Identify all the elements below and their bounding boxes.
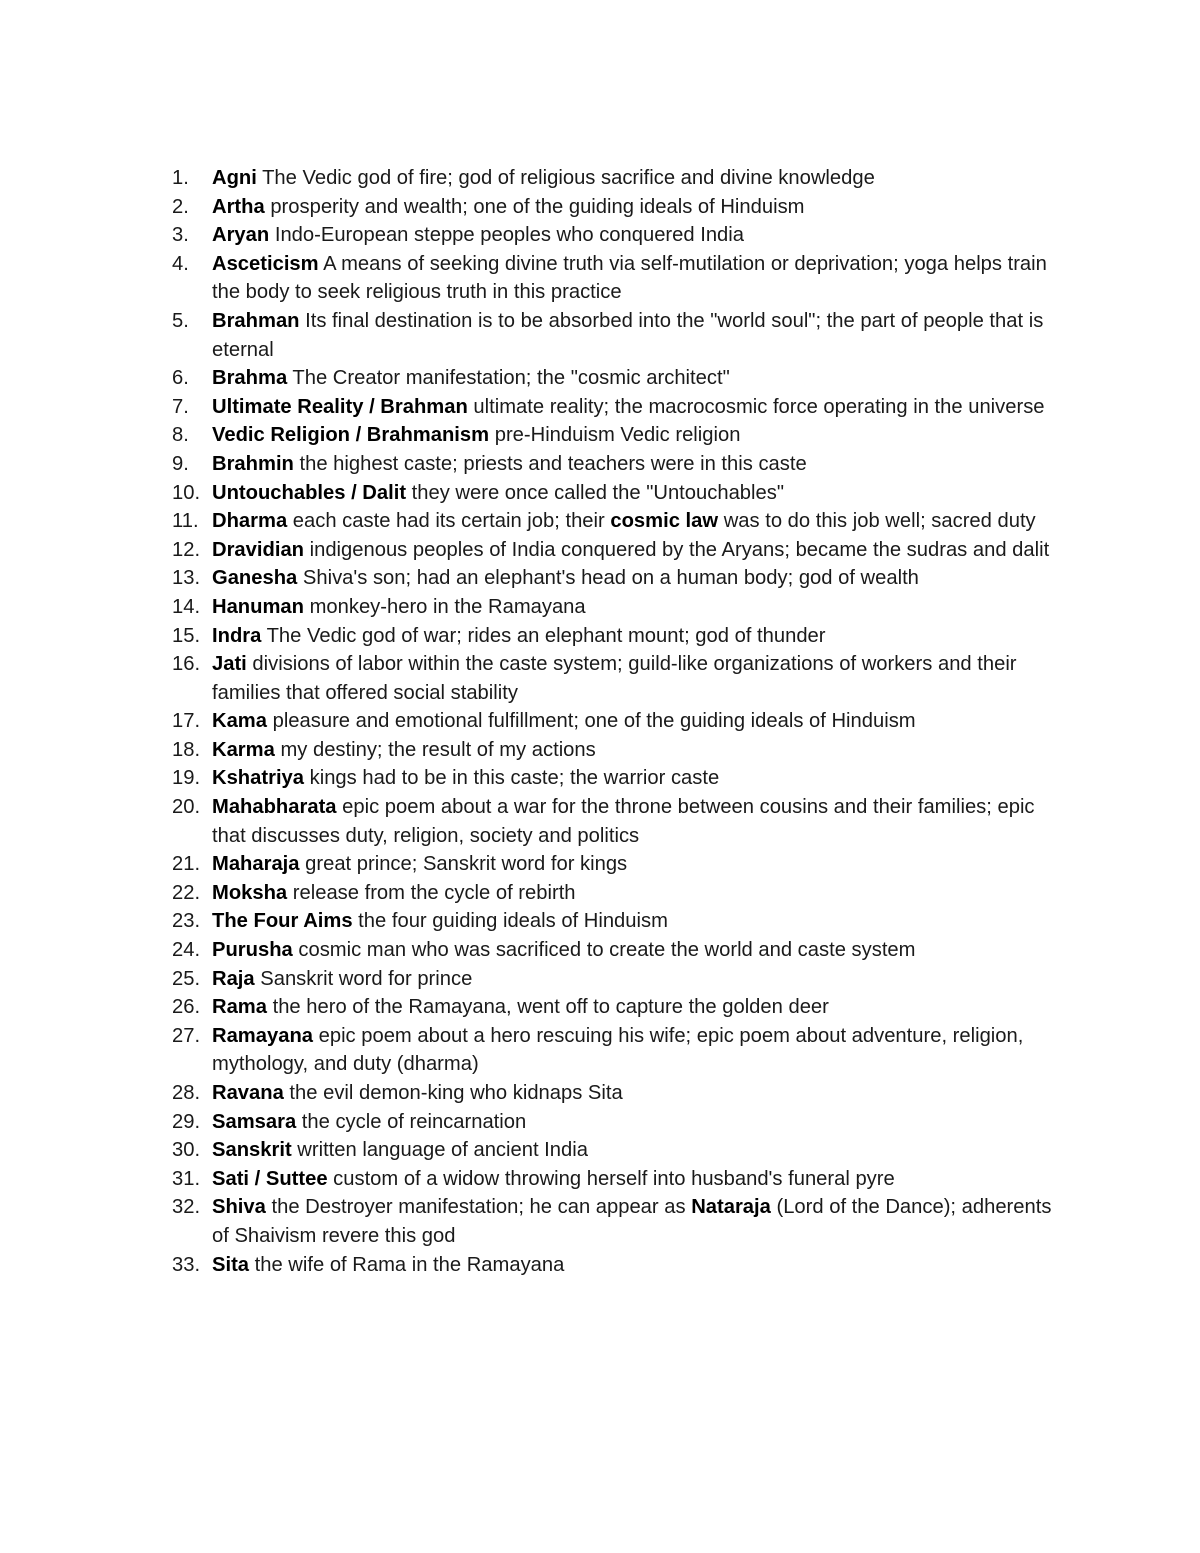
entry-number: 4. xyxy=(172,252,189,275)
entry-term: Rama xyxy=(212,996,267,1019)
glossary-entry xyxy=(172,364,1072,393)
entry-definition: ultimate reality; the macrocosmic force operating in the universe xyxy=(467,395,1045,418)
entry-term: Mahabharata xyxy=(212,796,337,819)
entry-number: 11. xyxy=(172,510,199,533)
glossary-entry xyxy=(172,536,1072,565)
entry-number: 1. xyxy=(172,167,189,189)
glossary-entry xyxy=(172,850,1072,879)
glossary-entry xyxy=(172,736,1072,765)
entry-body xyxy=(212,1108,1072,1137)
entry-term: Ravana xyxy=(212,1082,284,1104)
entry-definition: Its final destination is to be absorbed into the "world soul"; the part of people that is eternal xyxy=(212,309,1044,361)
entry-definition: (Lord of the Dance); adherents of Shaivism revere this god xyxy=(212,1196,1052,1247)
entry-definition: pleasure and emotional fulfillment; one of the guiding ideals of Hinduism xyxy=(266,710,916,733)
glossary-entry xyxy=(172,507,1072,536)
entry-number: 29. xyxy=(172,1110,201,1133)
entry-number: 12. xyxy=(172,538,201,561)
entry-term: Shiva xyxy=(212,1196,266,1219)
entry-number: 23. xyxy=(172,910,201,933)
entry-number: 25. xyxy=(172,967,201,990)
glossary-entry xyxy=(172,965,1072,994)
entry-term: Purusha xyxy=(212,939,293,962)
entry-body xyxy=(212,364,1072,393)
glossary-list xyxy=(172,164,1072,1279)
entry-number: 33. xyxy=(172,1253,201,1276)
entry-definition: Sanskrit word for prince xyxy=(254,967,473,990)
entry-term: Brahman xyxy=(212,309,300,332)
entry-definition: was to do this job well; sacred duty xyxy=(718,510,1036,533)
entry-term: Untouchables / Dalit xyxy=(212,481,407,504)
entry-number: 27. xyxy=(172,1024,201,1047)
entry-body xyxy=(212,421,1072,450)
entry-term: Sanskrit xyxy=(212,1139,292,1162)
glossary-entry xyxy=(172,421,1072,450)
glossary-entry xyxy=(172,1165,1072,1194)
entry-number: 8. xyxy=(172,424,189,447)
entry-body xyxy=(212,622,1072,651)
entry-definition: the hero of the Ramayana, went off to capture the golden deer xyxy=(266,996,829,1019)
glossary-entry xyxy=(172,564,1072,593)
entry-number: 17. xyxy=(172,710,201,733)
glossary-entry xyxy=(172,707,1072,736)
entry-body xyxy=(212,450,1072,479)
entry-body xyxy=(212,536,1072,565)
entry-body xyxy=(212,479,1072,508)
entry-body xyxy=(212,764,1072,793)
glossary-entry xyxy=(172,307,1072,364)
glossary-entry xyxy=(172,479,1072,508)
entry-definition: release from the cycle of rebirth xyxy=(287,881,576,904)
entry-definition: the four guiding ideals of Hinduism xyxy=(352,910,668,933)
entry-term: Agni xyxy=(212,167,257,189)
entry-body xyxy=(212,1193,1072,1250)
entry-number: 30. xyxy=(172,1139,201,1162)
entry-definition: A means of seeking divine truth via self-mutilation or deprivation; yoga helps train the body to seek religious truth in this practice xyxy=(212,252,1047,304)
entry-body xyxy=(212,850,1072,879)
glossary-entry xyxy=(172,1108,1072,1137)
entry-number: 28. xyxy=(172,1082,201,1104)
glossary-entry xyxy=(172,793,1072,850)
entry-definition: divisions of labor within the caste system; guild-like organizations of workers and their families that offered social stability xyxy=(212,653,1017,704)
entry-number: 7. xyxy=(172,395,189,418)
glossary-entry xyxy=(172,1022,1072,1079)
entry-definition: cosmic man who was sacrificed to create the world and caste system xyxy=(292,939,916,962)
entry-number: 20. xyxy=(172,796,201,819)
entry-term: Dharma xyxy=(212,510,288,533)
entry-body xyxy=(212,1079,1072,1108)
entry-body xyxy=(212,1251,1072,1280)
entry-definition: they were once called the "Untouchables" xyxy=(406,481,784,504)
entry-definition: Indo-European steppe peoples who conquered India xyxy=(269,224,744,247)
glossary-entry xyxy=(172,593,1072,622)
entry-term: Indra xyxy=(212,624,262,647)
entry-term: The Four Aims xyxy=(212,910,353,933)
entry-definition: prosperity and wealth; one of the guiding ideals of Hinduism xyxy=(264,195,805,218)
glossary-entry xyxy=(172,764,1072,793)
entry-definition: indigenous peoples of India conquered by the Aryans; became the sudras and dalit xyxy=(304,538,1050,561)
entry-definition: pre-Hinduism Vedic religion xyxy=(489,424,741,447)
glossary-entry xyxy=(172,193,1072,222)
entry-body xyxy=(212,793,1072,850)
entry-definition: each caste had its certain job; their xyxy=(287,510,611,533)
entry-definition: the Destroyer manifestation; he can appear as xyxy=(265,1196,692,1219)
entry-body xyxy=(212,993,1072,1022)
entry-term: Maharaja xyxy=(212,853,300,876)
entry-emphasis: Nataraja xyxy=(691,1196,771,1219)
entry-number: 19. xyxy=(172,767,201,790)
entry-number: 13. xyxy=(172,567,201,590)
entry-number: 15. xyxy=(172,624,201,647)
entry-term: Brahmin xyxy=(212,452,294,475)
entry-term: Sita xyxy=(212,1253,250,1276)
entry-term: Ganesha xyxy=(212,567,298,590)
entry-definition: epic poem about a war for the throne between cousins and their families; epic that discusses duty, religion, society and politics xyxy=(212,796,1035,847)
glossary-entry xyxy=(172,221,1072,250)
entry-term: Ramayana xyxy=(212,1024,313,1047)
entry-definition: epic poem about a hero rescuing his wife; epic poem about adventure, religion, mythology, and duty (dharma) xyxy=(212,1024,1024,1076)
entry-term: Moksha xyxy=(212,881,288,904)
entry-body xyxy=(212,564,1072,593)
entry-number: 31. xyxy=(172,1167,201,1190)
glossary-entry xyxy=(172,1136,1072,1165)
entry-body xyxy=(212,507,1072,536)
glossary-entry xyxy=(172,164,1072,193)
entry-body xyxy=(212,1136,1072,1165)
entry-number: 2. xyxy=(172,195,189,218)
entry-definition: The Vedic god of war; rides an elephant mount; god of thunder xyxy=(261,624,826,647)
entry-number: 5. xyxy=(172,309,189,332)
glossary-entry xyxy=(172,907,1072,936)
entry-body xyxy=(212,936,1072,965)
entry-definition: great prince; Sanskrit word for kings xyxy=(299,853,628,876)
entry-number: 6. xyxy=(172,367,189,390)
entry-definition: monkey-hero in the Ramayana xyxy=(303,595,586,618)
entry-number: 21. xyxy=(172,853,201,876)
entry-body xyxy=(212,965,1072,994)
entry-definition: custom of a widow throwing herself into husband's funeral pyre xyxy=(327,1167,895,1190)
entry-term: Hanuman xyxy=(212,595,304,618)
entry-number: 26. xyxy=(172,996,201,1019)
entry-number: 10. xyxy=(172,481,201,504)
entry-term: Asceticism xyxy=(212,252,319,275)
entry-body xyxy=(212,393,1072,422)
entry-body xyxy=(212,593,1072,622)
glossary-entry xyxy=(172,1251,1072,1280)
entry-term: Vedic Religion / Brahmanism xyxy=(212,424,490,447)
entry-number: 32. xyxy=(172,1196,201,1219)
entry-term: Sati / Suttee xyxy=(212,1167,328,1190)
entry-term: Samsara xyxy=(212,1110,297,1133)
entry-definition: The Vedic god of fire; god of religious sacrifice and divine knowledge xyxy=(256,167,875,189)
entry-definition: the highest caste; priests and teachers were in this caste xyxy=(293,452,807,475)
entry-term: Jati xyxy=(212,653,247,676)
entry-emphasis: cosmic law xyxy=(610,510,719,533)
entry-body xyxy=(212,879,1072,908)
entry-number: 24. xyxy=(172,939,201,962)
entry-term: Raja xyxy=(212,967,255,990)
glossary-entry xyxy=(172,879,1072,908)
entry-number: 22. xyxy=(172,881,201,904)
entry-body xyxy=(212,1165,1072,1194)
entry-body xyxy=(212,736,1072,765)
entry-definition: the wife of Rama in the Ramayana xyxy=(249,1253,565,1276)
entry-number: 18. xyxy=(172,738,201,761)
glossary-entry xyxy=(172,993,1072,1022)
entry-term: Kama xyxy=(212,710,267,733)
glossary-entry xyxy=(172,1079,1072,1108)
entry-body xyxy=(212,193,1072,222)
entry-body xyxy=(212,221,1072,250)
entry-body xyxy=(212,650,1072,707)
glossary-entry xyxy=(172,393,1072,422)
entry-definition: the evil demon-king who kidnaps Sita xyxy=(283,1082,623,1104)
entry-body xyxy=(212,307,1072,364)
entry-definition: my destiny; the result of my actions xyxy=(274,738,596,761)
entry-definition: The Creator manifestation; the "cosmic architect" xyxy=(287,367,730,390)
entry-term: Karma xyxy=(212,738,275,761)
entry-definition: the cycle of reincarnation xyxy=(296,1110,527,1133)
entry-definition: written language of ancient India xyxy=(291,1139,588,1162)
entry-definition: Shiva's son; had an elephant's head on a human body; god of wealth xyxy=(297,567,919,590)
glossary-entry xyxy=(172,250,1072,307)
glossary-entry xyxy=(172,450,1072,479)
glossary-entry xyxy=(172,650,1072,707)
glossary-entry xyxy=(172,622,1072,651)
entry-term: Ultimate Reality / Brahman xyxy=(212,395,468,418)
entry-term: Aryan xyxy=(212,224,270,247)
entry-term: Kshatriya xyxy=(212,767,305,790)
glossary-entry xyxy=(172,936,1072,965)
entry-number: 14. xyxy=(172,595,201,618)
entry-body xyxy=(212,164,1072,193)
entry-number: 9. xyxy=(172,452,189,475)
entry-number: 16. xyxy=(172,653,201,676)
entry-term: Brahma xyxy=(212,367,288,390)
entry-body xyxy=(212,1022,1072,1079)
entry-body xyxy=(212,707,1072,736)
entry-body xyxy=(212,907,1072,936)
entry-definition: kings had to be in this caste; the warrior caste xyxy=(304,767,720,790)
entry-number: 3. xyxy=(172,224,189,247)
entry-body xyxy=(212,250,1072,307)
entry-term: Dravidian xyxy=(212,538,304,561)
entry-term: Artha xyxy=(212,195,265,218)
glossary-entry xyxy=(172,1193,1072,1250)
